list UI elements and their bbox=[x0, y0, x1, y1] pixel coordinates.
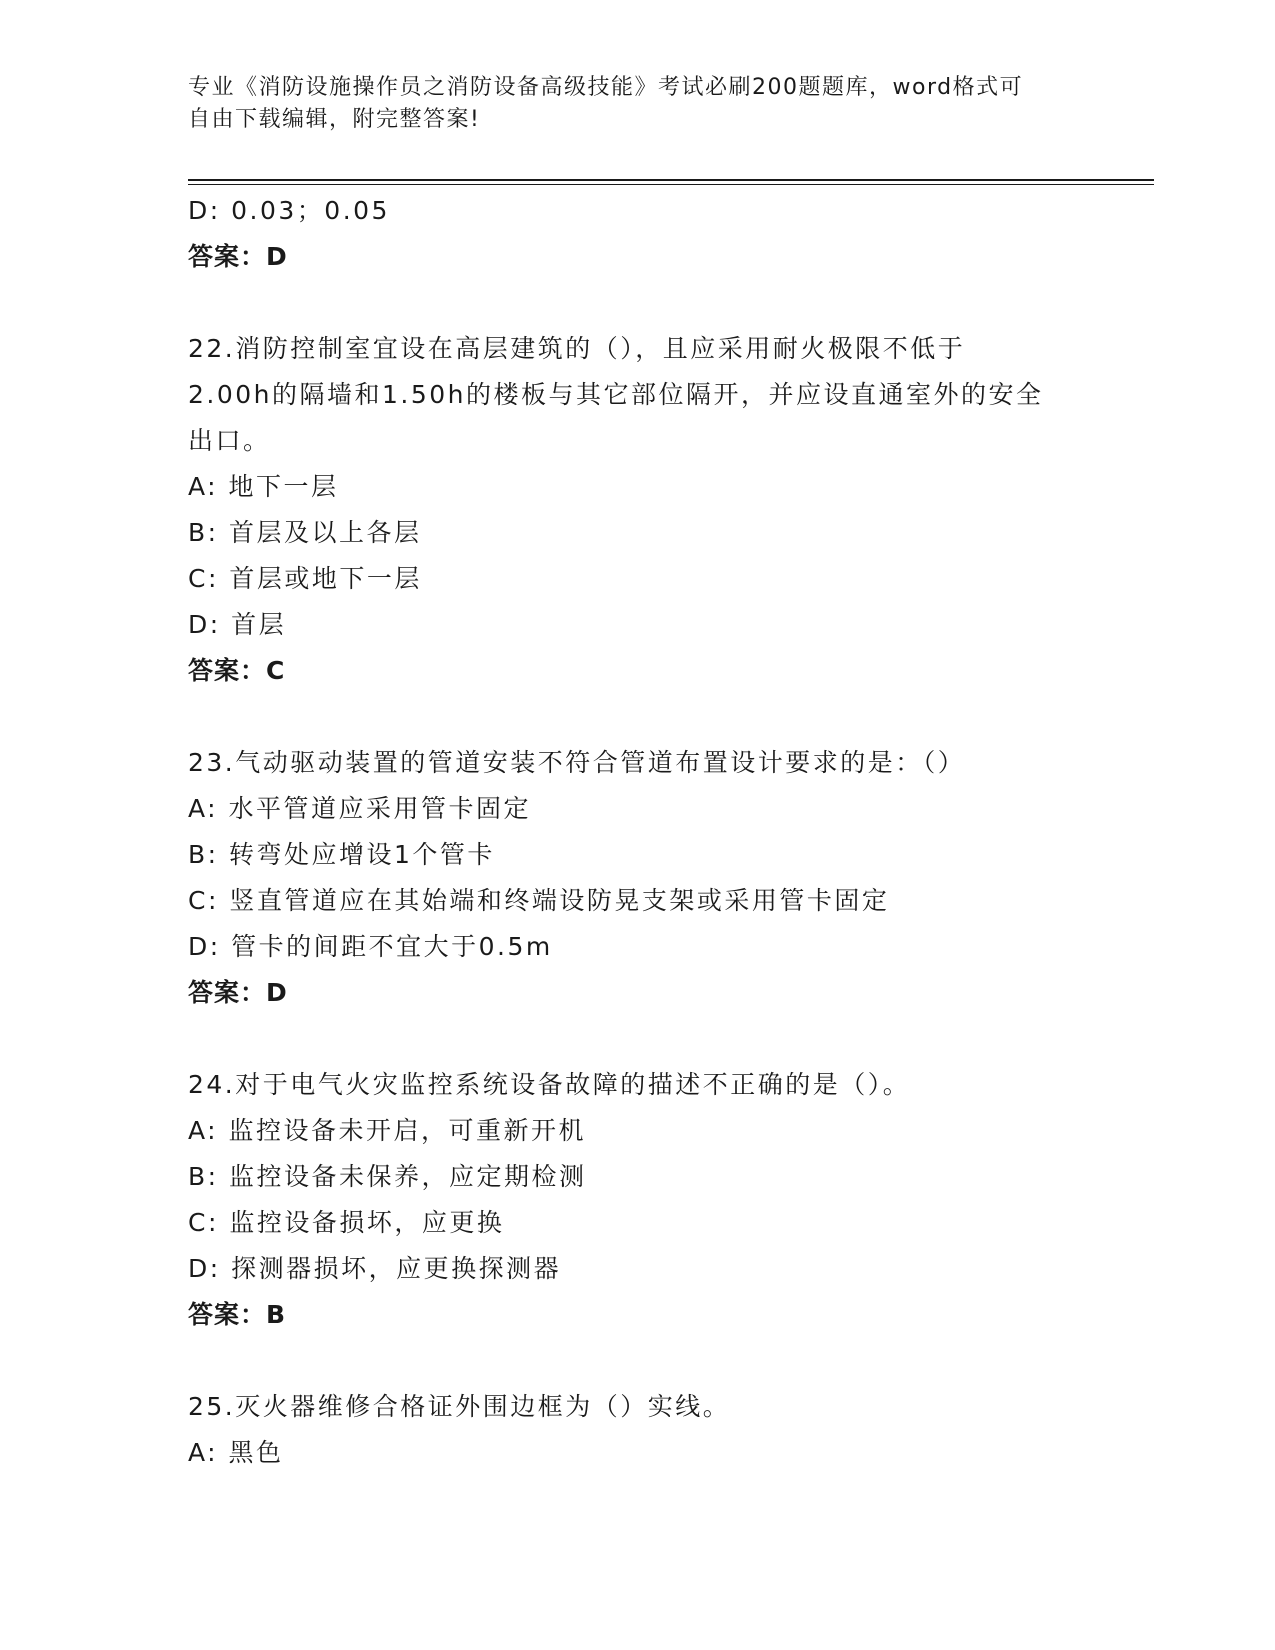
option-b: B: 监控设备未保养，应定期检测 bbox=[188, 1162, 587, 1191]
question-stem: 25.灭火器维修合格证外围边框为（）实线。 bbox=[188, 1392, 731, 1421]
header-title-line-2: 自由下载编辑，附完整答案! bbox=[188, 107, 481, 132]
question-stem: 2.00h的隔墙和1.50h的楼板与其它部位隔开，并应设直通室外的安全 bbox=[188, 380, 1044, 409]
option-d: D: 管卡的间距不宜大于0.5m bbox=[188, 932, 553, 961]
header-divider-thin bbox=[188, 184, 1154, 185]
spacer bbox=[188, 280, 1154, 326]
question-stem: 22.消防控制室宜设在高层建筑的（），且应采用耐火极限不低于 bbox=[188, 334, 966, 363]
spacer bbox=[188, 1338, 1154, 1384]
answer: 答案：D bbox=[188, 242, 288, 271]
option-a: A: 水平管道应采用管卡固定 bbox=[188, 794, 532, 823]
answer: 答案：B bbox=[188, 1300, 287, 1329]
question-25 bbox=[188, 1384, 1154, 1476]
question-23 bbox=[188, 740, 1154, 1016]
option-b: B: 转弯处应增设1个管卡 bbox=[188, 840, 495, 869]
document-header bbox=[188, 72, 1088, 136]
option-c: C: 竖直管道应在其始端和终端设防晃支架或采用管卡固定 bbox=[188, 886, 890, 915]
option-a: A: 黑色 bbox=[188, 1438, 284, 1467]
question-22 bbox=[188, 326, 1154, 694]
header-title-line-1: 专业《消防设施操作员之消防设备高级技能》考试必刷200题题库，word格式可 bbox=[188, 75, 1024, 100]
option-c: C: 首层或地下一层 bbox=[188, 564, 422, 593]
question-stem: 出口。 bbox=[188, 426, 271, 455]
spacer bbox=[188, 694, 1154, 740]
answer: 答案：C bbox=[188, 656, 286, 685]
spacer bbox=[188, 1016, 1154, 1062]
option-c: C: 监控设备损坏，应更换 bbox=[188, 1208, 505, 1237]
option-b: B: 首层及以上各层 bbox=[188, 518, 422, 547]
header-divider-thick bbox=[188, 179, 1154, 181]
option-a: A: 地下一层 bbox=[188, 472, 339, 501]
question-24 bbox=[188, 1062, 1154, 1338]
question-stem: 24.对于电气火灾监控系统设备故障的描述不正确的是（）。 bbox=[188, 1070, 911, 1099]
option-a: A: 监控设备未开启，可重新开机 bbox=[188, 1116, 587, 1145]
question-list bbox=[188, 188, 1154, 1476]
option-d: D: 首层 bbox=[188, 610, 287, 639]
option-d: D: 探测器损坏，应更换探测器 bbox=[188, 1254, 562, 1283]
question-stem: 23.气动驱动装置的管道安装不符合管道布置设计要求的是：（） bbox=[188, 748, 966, 777]
previous-question-continuation bbox=[188, 188, 1154, 280]
option-d: D: 0.03；0.05 bbox=[188, 196, 390, 225]
answer: 答案：D bbox=[188, 978, 288, 1007]
